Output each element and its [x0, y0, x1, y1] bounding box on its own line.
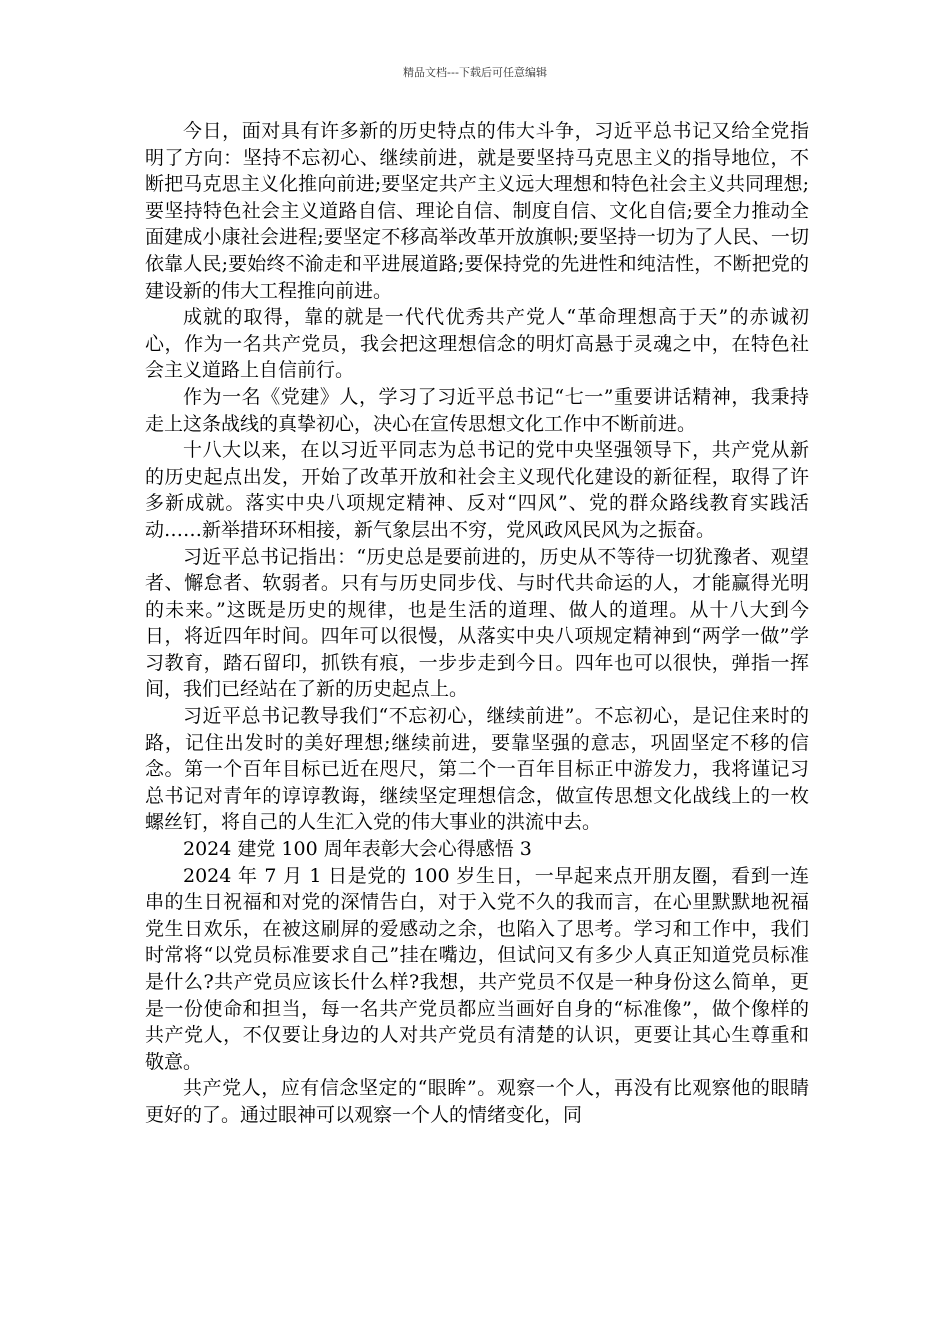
paragraph: 今日，面对具有许多新的历史特点的伟大斗争，习近平总书记又给全党指明了方向：坚持不忘初心、继续前进，就是要坚持马克思主义的指导地位，不断把马克思主义化推向前进;要坚定共产主义远大理想和特色社会主义共同理想;要坚持特色社会主义道路自信、理论自信、制度自信、文化自信;要全力推动全面建成小康社会进程;要坚定不移高举改革开放旗帜;要坚持一切为了人民、一切依靠人民;要始终不渝走和平进展道路;要保持党的先进性和纯洁性，不断把党的建设新的伟大工程推向前进。 — [145, 120, 809, 302]
paragraph: 习近平总书记教导我们“不忘初心，继续前进”。不忘初心，是记住来时的路，记住出发时的美好理想;继续前进，要靠坚强的意志，巩固坚定不移的信念。第一个百年目标已近在咫尺，第二个一百年目标正中游发力，我将谨记习总书记对青年的谆谆教诲，继续坚定理想信念，做宣传思想文化战线上的一枚螺丝钉，将自己的人生汇入党的伟大事业的洪流中去。 — [145, 705, 809, 834]
paragraph: 成就的取得，靠的就是一代代优秀共产党人“革命理想高于天”的赤诚初心，作为一名共产党员，我会把这理想信念的明灯高悬于灵魂之中，在特色社会主义道路上自信前行。 — [145, 306, 809, 382]
paragraph: 十八大以来，在以习近平同志为总书记的党中央坚强领导下，共产党从新的历史起点出发，开始了改革开放和社会主义现代化建设的新征程，取得了许多新成就。落实中央八项规定精神、反对“四风”、党的群众路线教育实践活动……新举措环环相接，新气象层出不穷，党风政风民风为之振奋。 — [145, 439, 809, 541]
paragraph: 习近平总书记指出：“历史总是要前进的，历史从不等待一切犹豫者、观望者、懈怠者、软弱者。只有与历史同步伐、与时代共命运的人，才能赢得光明的未来。”这既是历史的规律，也是生活的道理、做人的道理。从十八大到今日，将近四年时间。四年可以很慢，从落实中央八项规定精神到“两学一做”学习教育，踏石留印，抓铁有痕，一步步走到今日。四年也可以很快，弹指一挥间，我们已经站在了新的历史起点上。 — [145, 545, 809, 701]
document-body — [145, 118, 809, 1129]
paragraph: 共产党人，应有信念坚定的“眼眸”。观察一个人，再没有比观察他的眼睛更好的了。通过眼神可以观察一个人的情绪变化，同 — [145, 1077, 809, 1126]
page-header: 精品文档---下载后可任意编辑 — [403, 66, 547, 79]
paragraph: 作为一名《党建》人，学习了习近平总书记“七一”重要讲话精神，我秉持走上这条战线的真挚初心，决心在宣传思想文化工作中不断前进。 — [145, 385, 809, 435]
section-heading: 2024 建党 100 周年表彰大会心得感悟 3 — [183, 838, 532, 861]
paragraph: 2024 年 7 月 1 日是党的 100 岁生日，一早起来点开朋友圈，看到一连串的生日祝福和对党的深情告白，对于入党不久的我而言，在心里默默地祝福党生日欢乐，在被这刷屏的爱感动之余，也陷入了思考。学习和工作中，我们时常将“以党员标准要求自己”挂在嘴边，但试问又有多少人真正知道党员标准是什么?共产党员应该长什么样?我想，共产党员不仅是一种身份这么简单，更是一份使命和担当，每一名共产党员都应当画好自身的“标准像”，做个像样的共产党人，不仅要让身边的人对共产党员有清楚的认识，更要让其心生尊重和敬意。 — [145, 864, 809, 1073]
